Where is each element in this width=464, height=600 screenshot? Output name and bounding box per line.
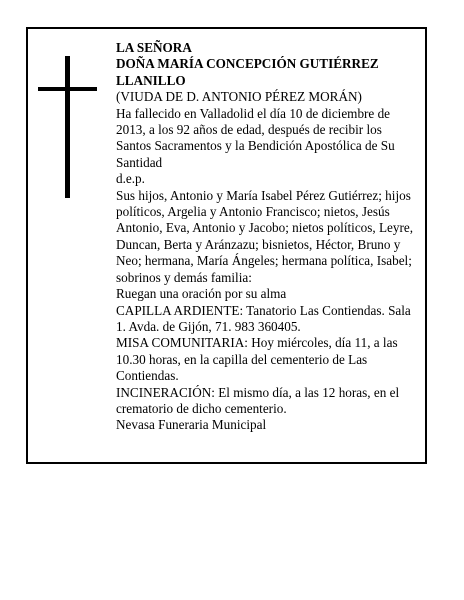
chapel-info: CAPILLA ARDIENTE: Tanatorio Las Contiendas. Sala 1. Avda. de Gijón, 71. 983 360405. (116, 302, 411, 334)
mass-info: MISA COMUNITARIA: Hoy miércoles, día 11, a las 10.30 horas, en la capilla del cementerio de Las Contiendas. (116, 335, 398, 384)
family-list: Sus hijos, Antonio y María Isabel Pérez Gutiérrez; hijos políticos, Argelia y Antonio Francisco; nietos, Jesús Antonio, Eva, Antonio y Jacobo; nietos políticos, Leyre, Duncan, Berta y Aránzazu; bisnietos, Héctor, Bruno y Neo; hermana, María Ángeles; hermana política, Isabel; sobrinos y demás familia: (116, 187, 414, 285)
obituary-title: LA SEÑORA (116, 40, 192, 55)
obituary-notice (26, 27, 427, 464)
cremation-info: INCINERACIÓN: El mismo día, a las 12 horas, en el crematorio de dicho cementerio. (116, 384, 400, 416)
cross-horizontal-bar (38, 87, 97, 91)
obituary-text (116, 40, 416, 434)
dep-line: d.e.p. (116, 171, 145, 187)
funeral-home: Nevasa Funeraria Municipal (116, 417, 267, 433)
widow-of-line: (VIUDA DE D. ANTONIO PÉREZ MORÁN) (116, 89, 362, 105)
prayer-request: Ruegan una oración por su alma (116, 286, 287, 302)
death-notice: Ha fallecido en Valladolid el día 10 de diciembre de 2013, a los 92 años de edad, después de recibir los Santos Sacramentos y la Bendición Apostólica de Su Santidad (116, 105, 395, 170)
deceased-name: DOÑA MARÍA CONCEPCIÓN GUTIÉRREZ LLANILLO (116, 56, 379, 88)
cross-vertical-bar (65, 56, 70, 198)
